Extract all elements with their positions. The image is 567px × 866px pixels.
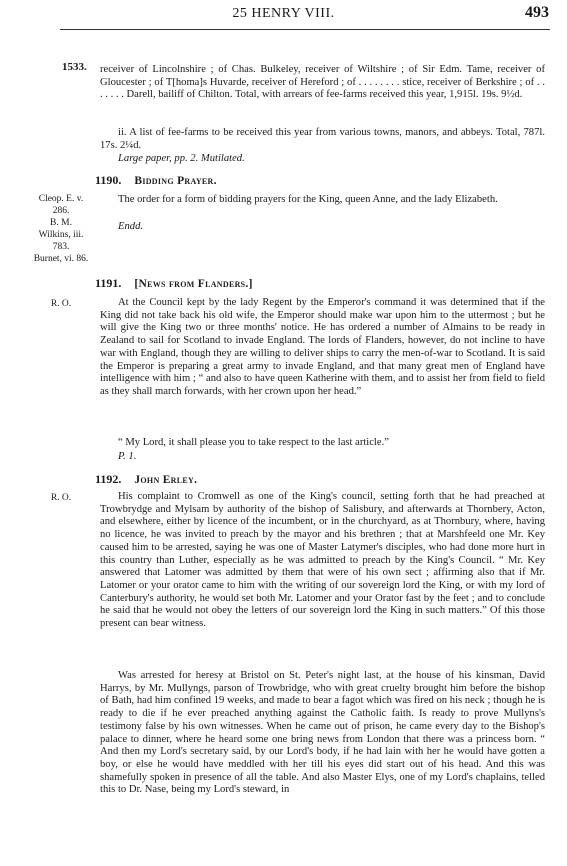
entry-number: 1191. xyxy=(95,276,122,290)
note-large-paper: Large paper, pp. 2. Mutilated. xyxy=(118,153,245,164)
year-margin: 1533. xyxy=(62,61,87,73)
entry-title: John Erley. xyxy=(134,474,198,486)
side-refs-1192 xyxy=(30,492,92,504)
entry-1190-paragraph: The order for a form of bidding prayers for the King, queen Anne, and the lady Elizabeth. xyxy=(118,194,498,205)
side-ref: 286. xyxy=(52,206,70,216)
entry-title: [News from Flanders.] xyxy=(134,278,253,290)
note-endd: Endd. xyxy=(118,221,144,232)
header-rule xyxy=(60,29,550,30)
side-ref: Wilkins, iii. xyxy=(38,230,84,240)
entry-1191-paragraph: At the Council kept by the lady Regent by the Emperor's command it was determined that if the King did not take back his old wife, the Emperor should make war upon him to the uttermost ; but he will give the King two or three months' notice. He has ordered a number of Almains to be ready in Zealand to sail for Scotland to invade England. The lords of Flanders, however, do not incline to have war with England, though they are willing to deliver ships to carry the men-of-war to Scotland. It is said the Emperor is preparing a great army to invade England, and that many great men of England have intelligence with him ; “ and also to have queen Katherine with them, and to assist her from field to field as they shall march forwards, with her crown upon her head.” xyxy=(100,297,545,397)
side-refs-1190 xyxy=(30,193,92,265)
entry-number: 1190. xyxy=(95,173,122,187)
side-refs-1191 xyxy=(30,298,92,310)
entry-number: 1192. xyxy=(95,472,122,486)
page-number: 493 xyxy=(525,4,549,21)
side-ref: Burnet, vi. 86. xyxy=(33,254,89,264)
continuation-paragraph-receivers: receiver of Lincolnshire ; of Chas. Bulkeley, receiver of Wiltshire ; of Sir Edm. Tame, receiver of Gloucester ; of T[homa]s Huvarde, receiver of Hereford ; of . . . . . . . . stice, receiver of Berkshire ; of . . . . . . . Darell, bailiff of Chilton. Total, with arrears of fee-farms received this year, 1,915l. 19s. 9½d. xyxy=(100,64,545,101)
side-ref: Cleop. E. v. xyxy=(38,194,84,204)
entry-title: Bidding Prayer. xyxy=(134,175,217,187)
entry-number-1190 xyxy=(95,173,217,188)
side-ref: R. O. xyxy=(50,299,72,309)
entry-1192-paragraph-2: Was arrested for heresy at Bristol on St. Peter's night last, at the house of his kinsman, David Harrys, by Mr. Mullyngs, parson of Trowbridge, who with great cruelty brought him before the bishop of Bath, had him confined 19 weeks, and made to bear a fagot which was fired on his neck ; though he is ready to die if he ever preached anything against the Catholic faith. Is ready to prove Mullyns's testimony false by his own witnesses. When he came out of prison, he came every day to the Bishop's palace to dinner, where he heard some one bring news from London that there was a princess born. “ And then my Lord's secretary said, by our Lord's body, if he had lain with her he would have gotten a boy, or else he would have meddled with her till his eyes did start out of his head. And this was shamefully spoken in presence of all the table. And also Master Elys, one of my Lord's chaplains, telled this to Dr. Nase, being my Lord's steward, in xyxy=(100,670,545,796)
running-header-title: 25 HENRY VIII. xyxy=(232,6,335,21)
note-p1: P. 1. xyxy=(118,451,137,462)
entry-number-1192 xyxy=(95,472,197,487)
side-ref: 783. xyxy=(52,242,70,252)
fee-farms-paragraph: ii. A list of fee-farms to be received this year from various towns, manors, and abbeys. Total, 787l. 17s. 2¼d. xyxy=(100,127,545,151)
entry-number-1191 xyxy=(95,276,253,291)
side-ref: R. O. xyxy=(50,493,72,503)
entry-1192-paragraph-1: His complaint to Cromwell as one of the King's council, setting forth that he had preached at Trowbrydge and Mylsam by authority of the bishop of Salisbury, and afterwards at Thornbery, Acton, and elsewhere, either by licence of the incumbent, or in the churchyard, as at Thornbury, where, having no licence, he was invited to preach by the mayor and his brethren ; that at Marshfeeld one Mr. Key caused him to be arrested, saying he was one of Master Latymer's disciples, who had done more hurt in this country than Luther, especially as he was admitted to preach by the King's Council. “ Mr. Key answered that Latomer was admitted by them that were of his own sect ; affirming also that if Mr. Latomer or your orator came to him with the writing of our sovereign lord the King, or with my lord of Canterbury's authority, he would set both Mr. Latomer and your Orator fast by the feet ; and to conclude he said that he would not obey the letters of our sovereign lord the King in such matters.” Of this those present can bear witness. xyxy=(100,491,545,630)
side-ref: B. M. xyxy=(50,218,72,228)
entry-1191-quote: “ My Lord, it shall please you to take respect to the last article.” xyxy=(118,437,389,448)
